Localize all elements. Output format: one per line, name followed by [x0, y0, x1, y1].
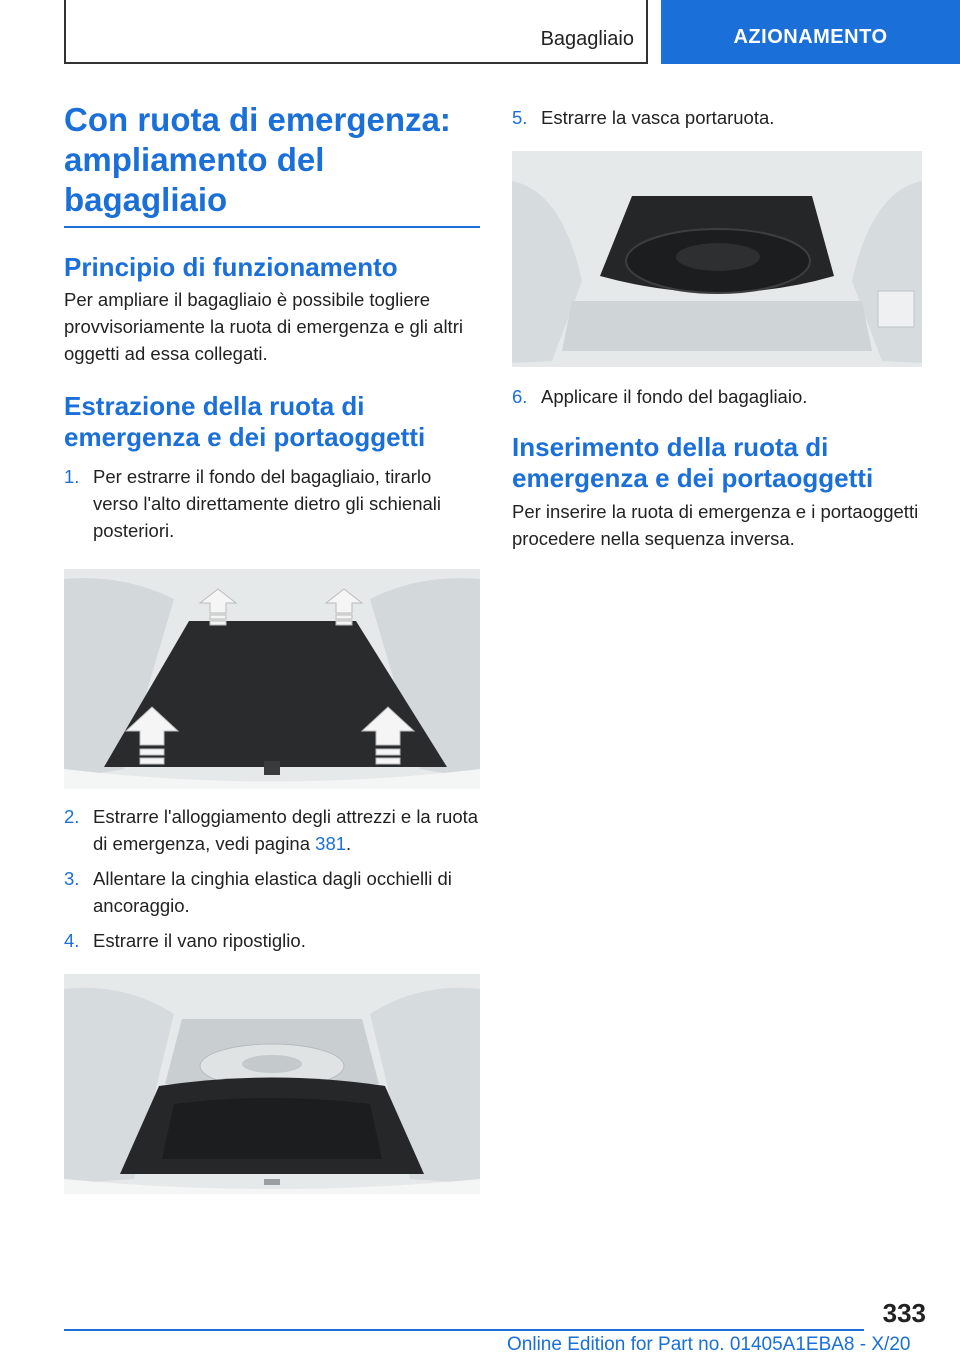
step-1 — [64, 463, 480, 544]
section-heading-principle: Principio di funzionamento — [64, 252, 398, 282]
right-column — [512, 100, 928, 552]
step-number: 3. — [64, 868, 80, 889]
step-number: 2. — [64, 806, 80, 827]
trunk-floor-illustration — [64, 569, 480, 789]
storage-compartment-illustration — [64, 974, 480, 1194]
step-text: Estrarre la vasca portaruota. — [541, 107, 775, 128]
section-heading-insertion: Inserimento della ruota di emergenza e dei portaoggetti — [512, 432, 874, 493]
section-heading-removal: Estrazione della ruota di emergenza e dei portaoggetti — [64, 391, 426, 452]
step-text — [93, 803, 480, 857]
header-section-title: Bagagliaio — [540, 28, 634, 50]
figure-trunk-floor — [64, 569, 480, 789]
step-4 — [64, 927, 480, 954]
step-2 — [64, 803, 480, 857]
step-text: Estrarre il vano ripostiglio. — [93, 930, 306, 951]
step-number: 6. — [512, 386, 528, 407]
step-5 — [512, 104, 928, 131]
step-text-end: . — [346, 833, 352, 854]
figure-storage-compartment — [64, 974, 480, 1194]
step-3 — [64, 865, 480, 919]
footer-divider — [64, 1329, 864, 1331]
step-text: Applicare il fondo del bagagliaio. — [541, 386, 808, 407]
left-column — [64, 100, 480, 1194]
step-6 — [512, 383, 928, 410]
footer-edition-text: Online Edition for Part no. 01405A1EBA8 - X/20 — [507, 1334, 911, 1355]
step-text-main: Estrarre l'alloggiamento degli attrezzi e la ruota di emergenza, vedi pagina — [93, 806, 479, 854]
figure-wheel-well — [512, 151, 922, 367]
wheel-well-illustration — [512, 151, 922, 367]
step-number: 5. — [512, 107, 528, 128]
page-number: 333 — [882, 1298, 926, 1328]
insertion-text: Per inserire la ruota di emergenza e i portaoggetti procedere nella sequenza inversa. — [512, 501, 919, 549]
page-title: Con ruota di emergenza: ampliamento del bagagliaio — [64, 100, 480, 228]
step-number: 1. — [64, 466, 80, 487]
principle-text: Per ampliare il bagagliaio è possibile togliere provvisoriamente la ruota di emergenza e gli altri oggetti ad essa collegati. — [64, 289, 463, 364]
step-text: Per estrarre il fondo del bagagliaio, tirarlo verso l'alto direttamente dietro gli schienali posteriori. — [93, 466, 442, 541]
step-text: Allentare la cinghia elastica dagli occhielli di ancoraggio. — [93, 868, 452, 916]
header-chapter-tab[interactable]: AZIONAMENTO — [661, 0, 960, 64]
page-link[interactable]: 381 — [315, 833, 347, 854]
step-number: 4. — [64, 930, 80, 951]
